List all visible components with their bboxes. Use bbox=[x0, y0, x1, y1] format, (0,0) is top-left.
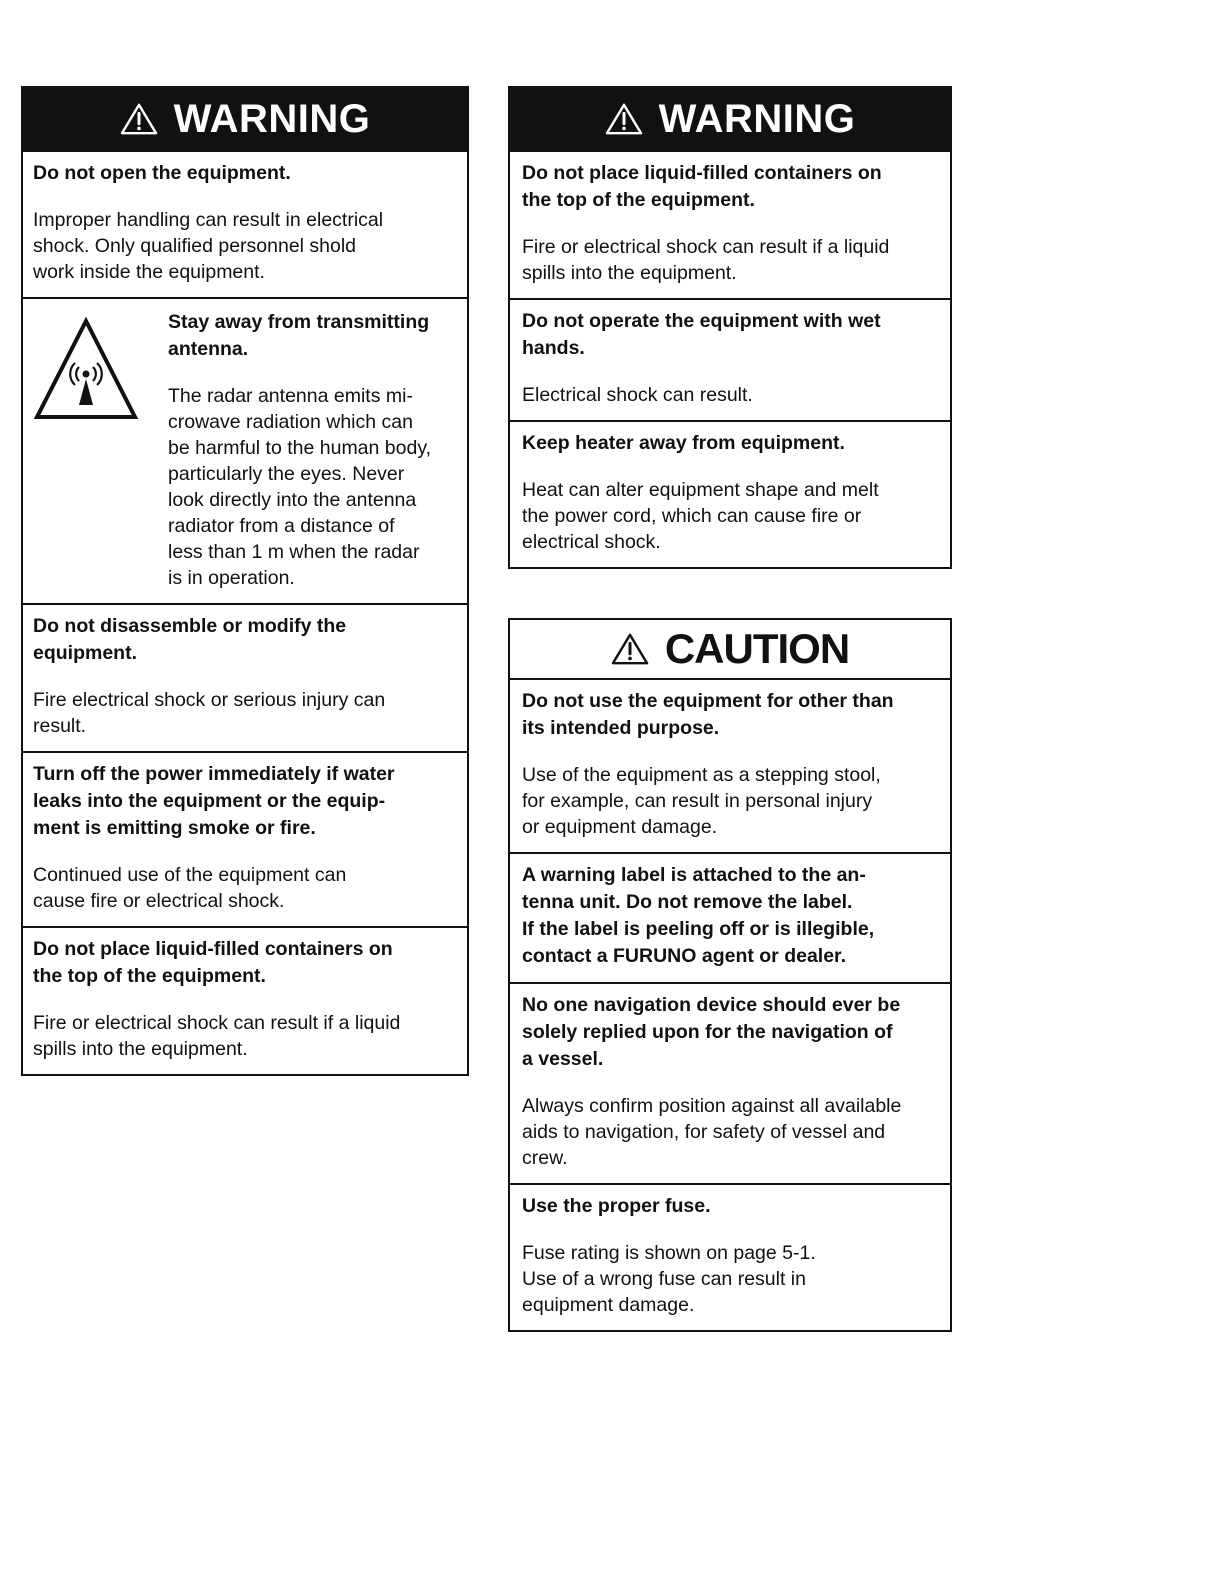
warning-header bbox=[510, 88, 950, 152]
warning-header bbox=[23, 88, 467, 152]
section-title: Do not open the equipment. bbox=[33, 162, 291, 184]
caution-section bbox=[510, 854, 950, 984]
left-warning-box bbox=[21, 86, 469, 1076]
caution-section bbox=[510, 984, 950, 1185]
caution-section bbox=[510, 680, 950, 854]
section-body: Improper handling can result in electrical shock. Only qualified personnel shold work inside the equipment. bbox=[33, 209, 384, 283]
section-body: The radar antenna emits mi- crowave radiation which can be harmful to the human body, particularly the eyes. Never look directly into the antenna radiator from a distance of less than 1 m when the radar is in operation. bbox=[168, 385, 432, 589]
section-body: Always confirm position against all available aids to navigation, for safety of vessel and crew. bbox=[522, 1095, 902, 1169]
right-warning-box bbox=[508, 86, 952, 569]
section-body: Fire electrical shock or serious injury can result. bbox=[33, 689, 386, 737]
warning-section bbox=[23, 753, 467, 928]
caution-section bbox=[510, 1185, 950, 1330]
section-title: Do not use the equipment for other than its intended purpose. bbox=[522, 690, 894, 739]
antenna-warning-section bbox=[23, 299, 467, 605]
caution-box bbox=[508, 618, 952, 1332]
section-body: Fire or electrical shock can result if a liquid spills into the equipment. bbox=[33, 1012, 401, 1060]
section-body: Electrical shock can result. bbox=[522, 384, 753, 406]
warning-section bbox=[510, 422, 950, 567]
warning-header-label: WARNING bbox=[658, 96, 856, 141]
warning-section bbox=[510, 300, 950, 422]
warning-header-label: WARNING bbox=[173, 96, 371, 141]
section-title: Use the proper fuse. bbox=[522, 1195, 711, 1217]
section-title: Turn off the power immediately if water leaks into the equipment or the equip- ment is emitting smoke or fire. bbox=[33, 763, 395, 839]
warning-triangle-icon bbox=[605, 102, 643, 136]
section-title: A warning label is attached to the an- tenna unit. Do not remove the label. If the label is peeling off or is illegible, contact a FURUNO agent or dealer. bbox=[522, 864, 875, 967]
warning-section bbox=[23, 928, 467, 1074]
section-body: Fuse rating is shown on page 5-1. Use of a wrong fuse can result in equipment damage. bbox=[522, 1242, 816, 1316]
radiation-hazard-icon bbox=[33, 309, 168, 591]
section-body: Heat can alter equipment shape and melt the power cord, which can cause fire or electrical shock. bbox=[522, 479, 879, 553]
caution-header bbox=[510, 620, 950, 680]
section-body: Continued use of the equipment can cause fire or electrical shock. bbox=[33, 864, 347, 912]
antenna-warning-text bbox=[168, 309, 463, 591]
section-title: Do not disassemble or modify the equipment. bbox=[33, 615, 347, 664]
warning-section bbox=[23, 605, 467, 753]
caution-triangle-icon bbox=[611, 632, 649, 666]
warning-section bbox=[23, 152, 467, 299]
section-title: Do not place liquid-filled containers on the top of the equipment. bbox=[33, 938, 393, 987]
warning-triangle-icon bbox=[120, 102, 158, 136]
section-title: Keep heater away from equipment. bbox=[522, 432, 845, 454]
section-body: Use of the equipment as a stepping stool, for example, can result in personal injury or equipment damage. bbox=[522, 764, 881, 838]
section-body: Fire or electrical shock can result if a liquid spills into the equipment. bbox=[522, 236, 890, 284]
warning-section bbox=[510, 152, 950, 300]
caution-header-label: CAUTION bbox=[664, 625, 850, 672]
section-title: No one navigation device should ever be solely replied upon for the navigation of a vessel. bbox=[522, 994, 901, 1070]
section-title: Stay away from transmitting antenna. bbox=[168, 311, 430, 360]
section-title: Do not place liquid-filled containers on the top of the equipment. bbox=[522, 162, 882, 211]
section-title: Do not operate the equipment with wet hands. bbox=[522, 310, 881, 359]
